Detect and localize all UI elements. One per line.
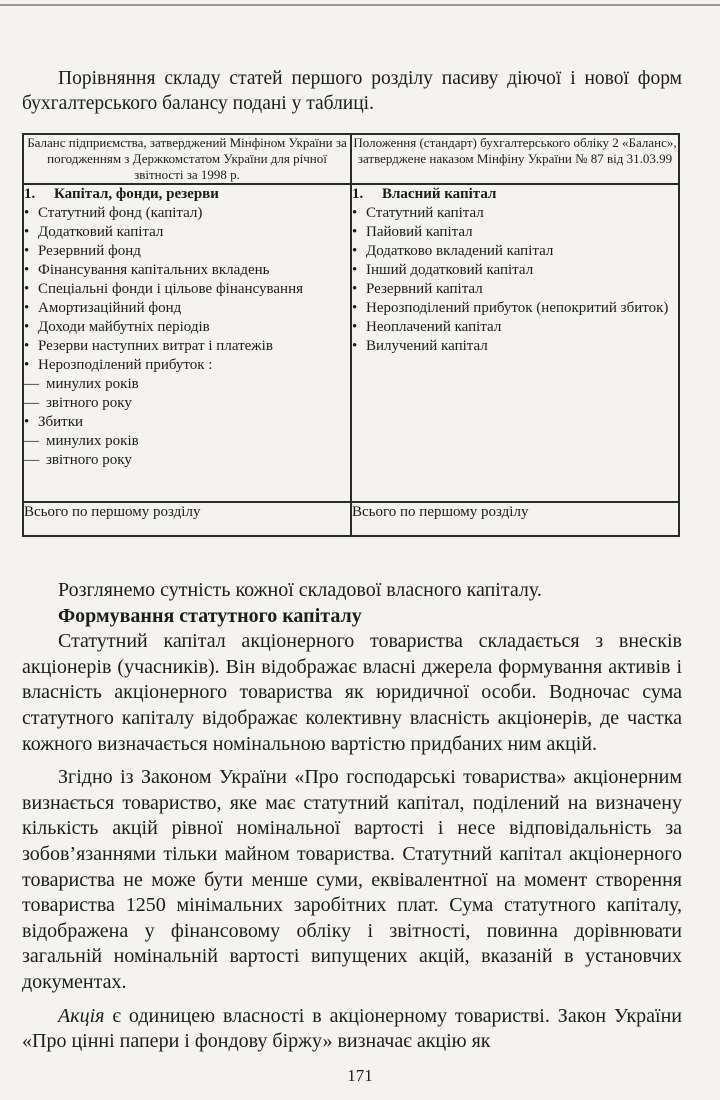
bullet-marker: • <box>24 281 30 297</box>
bullet-marker: • <box>24 262 30 278</box>
main-text <box>22 578 682 1055</box>
right-list-item-text: Вилучений капітал <box>366 338 488 354</box>
dash-marker: — <box>24 452 39 468</box>
paragraph-law: Згідно із Законом України «Про господарські товариства» акціонерним визнається товариство, яке має статутний капітал, поділений на визначену кількість акцій рівної номінальної вартості і несе відповідальність за зобов’язаннями тільки майном товариства. Статутний капітал акціонерного товариства не може бути менше суми, еквівалентної на момент створення товариства 1250 мінімальних заробітних плат. Сума статутного капіталу, відображена у фінансовому обліку і звітності, повинна дорівнювати загальній номінальній вартості випущених акцій, вказаній в установчих документах. <box>22 766 682 993</box>
left-list-item <box>24 375 350 394</box>
left-list-item <box>24 204 350 223</box>
left-list-item <box>24 299 350 318</box>
right-list-item-text: Нерозподілений прибуток (непокритий збиток) <box>366 300 669 316</box>
bullet-marker: • <box>352 281 358 297</box>
left-list-item-text: Резерви наступних витрат і платежів <box>38 338 273 354</box>
right-total: Всього по першому розділу <box>351 502 679 536</box>
bullet-marker: • <box>24 319 30 335</box>
left-list-item <box>24 413 350 432</box>
left-section-title: 1. Капітал, фонди, резерви <box>24 186 219 202</box>
left-list-item-text: Резервний фонд <box>38 243 141 259</box>
left-list-item <box>24 394 350 413</box>
left-list-item <box>24 318 350 337</box>
bullet-marker: • <box>352 243 358 259</box>
paragraph-components: Розглянемо сутність кожної складової власного капіталу. <box>58 579 542 601</box>
dash-marker: — <box>24 395 39 411</box>
page-number: 171 <box>347 1066 373 1085</box>
right-list-item <box>352 280 678 299</box>
right-items-list <box>352 204 678 356</box>
left-list-item-text: минулих років <box>46 376 139 392</box>
right-list-item-text: Неоплачений капітал <box>366 319 502 335</box>
left-items-cell <box>23 184 351 502</box>
right-list-item <box>352 261 678 280</box>
table-header-row <box>23 134 679 184</box>
right-column-header: Положення (стандарт) бухгалтерського обліку 2 «Баланс», затверджене наказом Мінфіну України № 87 від 31.03.99 <box>351 134 679 184</box>
right-list-item <box>352 242 678 261</box>
left-list-item-text: звітного року <box>46 395 132 411</box>
left-list-item-text: звітного року <box>46 452 132 468</box>
bullet-marker: • <box>24 224 30 240</box>
right-list-item-text: Пайовий капітал <box>366 224 473 240</box>
left-list-item-text: Додатковий капітал <box>38 224 164 240</box>
bullet-marker: • <box>352 224 358 240</box>
left-list-item-text: минулих років <box>46 433 139 449</box>
right-list-item <box>352 337 678 356</box>
table-total-row <box>23 502 679 536</box>
bullet-marker: • <box>24 300 30 316</box>
left-list-item-text: Збитки <box>38 414 84 430</box>
comparison-table <box>22 133 680 537</box>
bullet-marker: • <box>24 414 30 430</box>
left-column-header: Баланс підприємства, затверджений Мінфіном України за погодженням з Держкомстатом України для річної звітності за 1998 р. <box>23 134 351 184</box>
left-total: Всього по першому розділу <box>23 502 351 536</box>
left-list-item <box>24 223 350 242</box>
section-heading: Формування статутного капіталу <box>58 604 362 627</box>
right-list-item-text: Інший додатковий капітал <box>366 262 534 278</box>
left-list-item-text: Спеціальні фонди і цільове фінансування <box>38 281 303 297</box>
intro-paragraph: Порівняння складу статей першого розділу пасиву діючої і нової форм бухгалтерського балансу подані у таблиці. <box>22 68 682 114</box>
left-list-item <box>24 337 350 356</box>
left-list-item <box>24 242 350 261</box>
bullet-marker: • <box>352 205 358 221</box>
dash-marker: — <box>24 376 39 392</box>
bullet-marker: • <box>24 243 30 259</box>
left-list-item <box>24 432 350 451</box>
bullet-marker: • <box>352 338 358 354</box>
left-items-list <box>24 204 350 470</box>
bullet-marker: • <box>352 300 358 316</box>
right-list-item <box>352 223 678 242</box>
table-body-row <box>23 184 679 502</box>
right-list-item-text: Додатково вкладений капітал <box>366 243 554 259</box>
bullet-marker: • <box>352 319 358 335</box>
bullet-marker: • <box>24 338 30 354</box>
left-list-item <box>24 280 350 299</box>
paragraph-share: Акція є одиницею власності в акціонерному товаристві. Закон України «Про цінні папери і фондову біржу» визначає акцію як <box>22 1004 682 1053</box>
right-list-item <box>352 299 678 318</box>
right-list-item <box>352 318 678 337</box>
bullet-marker: • <box>352 262 358 278</box>
left-list-item-text: Амортизаційний фонд <box>38 300 182 316</box>
dash-marker: — <box>24 433 39 449</box>
right-list-item-text: Резервний капітал <box>366 281 483 297</box>
bullet-marker: • <box>24 205 30 221</box>
right-list-item <box>352 204 678 223</box>
left-list-item-text: Нерозподілений прибуток : <box>38 357 213 373</box>
right-section-title: 1. Власний капітал <box>352 186 497 202</box>
right-list-item-text: Статутний капітал <box>366 205 484 221</box>
left-list-item <box>24 451 350 470</box>
left-list-item-text: Статутний фонд (капітал) <box>38 205 203 221</box>
right-items-cell <box>351 184 679 502</box>
top-rule <box>0 4 720 6</box>
left-list-item-text: Доходи майбутніх періодів <box>38 319 210 335</box>
paragraph-statutory-capital: Статутний капітал акціонерного товариства складається з внесків акціонерів (учасників). Він відображає власні джерела формування активів і власність акціонерного товариства як юридичної особи. Водночас сума статутного капіталу відображає колективну власність акціонерів, де частка кожного визначається номінальною вартістю придбаних ним акцій. <box>22 630 682 755</box>
left-list-item <box>24 356 350 375</box>
term-share: Акція <box>58 1004 105 1027</box>
left-list-item <box>24 261 350 280</box>
bullet-marker: • <box>24 357 30 373</box>
left-list-item-text: Фінансування капітальних вкладень <box>38 262 270 278</box>
